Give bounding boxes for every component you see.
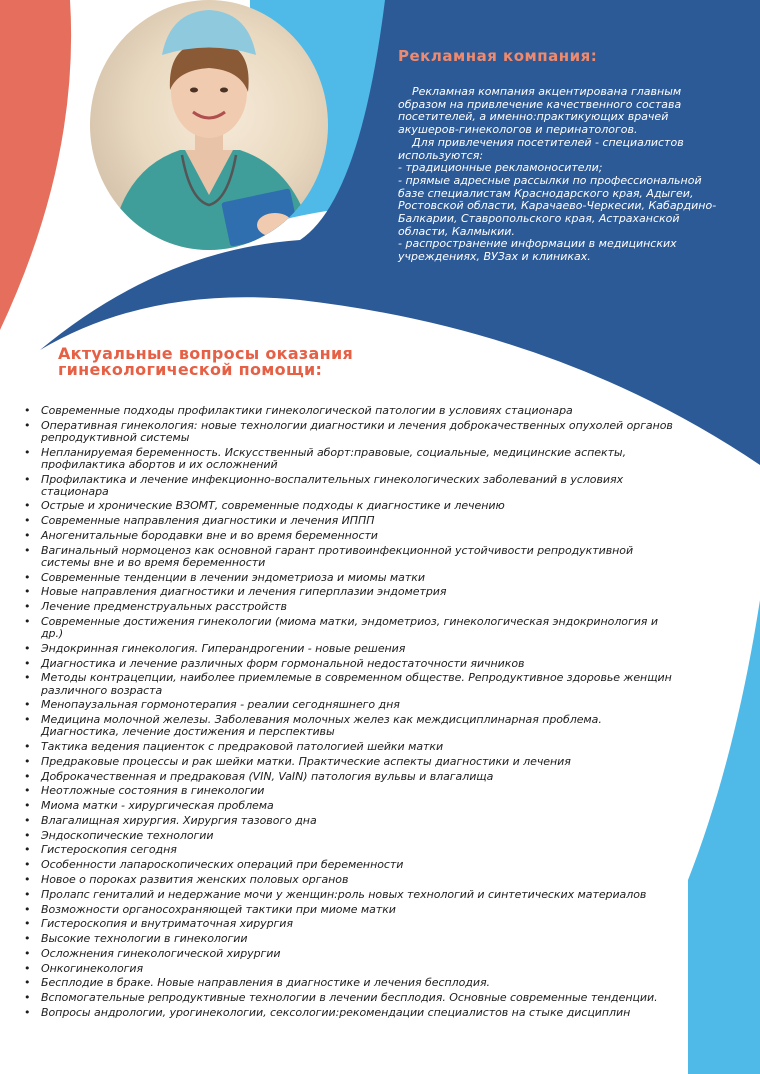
ad-campaign-title: Рекламная компания: bbox=[398, 47, 598, 65]
ad-paragraph: Для привлечения посетителей - специалистов используются: bbox=[398, 135, 688, 162]
list-item: • Новое о пороках развития женских половых органов bbox=[24, 874, 674, 886]
list-item: • Гистероскопия и внутриматочная хирургия bbox=[24, 918, 674, 930]
list-item: • Гистероскопия сегодня bbox=[24, 844, 674, 856]
list-item: • Непланируемая беременность. Искусственный аборт:правовые, социальные, медицинские аспекты, профилактика абортов и их осложнений bbox=[24, 447, 674, 471]
ad-paragraph: - традиционные рекламоносители; bbox=[398, 161, 603, 175]
list-item: • Тактика ведения пациенток с предраковой патологией шейки матки bbox=[24, 741, 674, 753]
list-item: • Влагалищная хирургия. Хирургия тазового дна bbox=[24, 815, 674, 827]
list-item: • Возможности органосохраняющей тактики при миоме матки bbox=[24, 904, 674, 916]
list-item: • Эндоскопические технологии bbox=[24, 830, 674, 842]
list-item: • Профилактика и лечение инфекционно-воспалительных гинекологических заболеваний в условиях стационара bbox=[24, 474, 674, 498]
list-item: • Острые и хронические ВЗОМТ, современные подходы к диагностике и лечению bbox=[24, 500, 674, 512]
list-item: • Медицина молочной железы. Заболевания молочных желез как междисциплинарная проблема. Диагностика, лечение достижения и перспективы bbox=[24, 714, 674, 738]
list-item: • Методы контрацепции, наиболее приемлемые в современном обществе. Репродуктивное здоровье женщин различного возраста bbox=[24, 672, 674, 696]
ad-paragraph: - распространение информации в медицинских учреждениях, ВУЗах и клиниках. bbox=[398, 237, 681, 264]
list-item: • Менопаузальная гормонотерапия - реалии сегодняшнего дня bbox=[24, 699, 674, 711]
coral-band bbox=[0, 0, 71, 330]
list-item: • Миома матки - хирургическая проблема bbox=[24, 800, 674, 812]
issues-title: Актуальные вопросы оказания гинекологической помощи: bbox=[58, 344, 354, 379]
list-item: • Доброкачественная и предраковая (VIN, VaIN) патология вульвы и влагалища bbox=[24, 771, 674, 783]
issues-list bbox=[24, 405, 674, 1022]
list-item: • Особенности лапароскопических операций при беременности bbox=[24, 859, 674, 871]
ad-paragraph: - прямые адресные рассылки по профессиональной базе специалистам Краснодарского края, Адыгеи, Ростовской области, Карачаево-Черкесии, Кабардино-Балкарии, Ставропольского края, Астраханской области, Калмыкии. bbox=[398, 173, 717, 238]
list-item: • Лечение предменструальных расстройств bbox=[24, 601, 674, 613]
nurse-illustration bbox=[90, 0, 328, 250]
list-item: • Вопросы андрологии, урогинекологии, сексологии:рекомендации специалистов на стыке дисциплин bbox=[24, 1007, 674, 1019]
nurse-photo bbox=[90, 0, 328, 250]
list-item: • Высокие технологии в гинекологии bbox=[24, 933, 674, 945]
list-item: • Предраковые процессы и рак шейки матки. Практические аспекты диагностики и лечения bbox=[24, 756, 674, 768]
list-item: • Аногенитальные бородавки вне и во время беременности bbox=[24, 530, 674, 542]
list-item: • Бесплодие в браке. Новые направления в диагностике и лечения бесплодия. bbox=[24, 977, 674, 989]
list-item: • Эндокринная гинекология. Гиперандрогении - новые решения bbox=[24, 643, 674, 655]
list-item: • Онкогинекология bbox=[24, 963, 674, 975]
list-item: • Современные подходы профилактики гинекологической патологии в условиях стационара bbox=[24, 405, 674, 417]
sky-accent-bottom bbox=[688, 600, 760, 1074]
list-item: • Диагностика и лечение различных форм гормональной недостаточности яичников bbox=[24, 658, 674, 670]
list-item: • Новые направления диагностики и лечения гиперплазии эндометрия bbox=[24, 586, 674, 598]
list-item: • Пролапс гениталий и недержание мочи у женщин:роль новых технологий и синтетических материалов bbox=[24, 889, 674, 901]
list-item: • Оперативная гинекология: новые технологии диагностики и лечения доброкачественных опухолей органов репродуктивной системы bbox=[24, 420, 674, 444]
list-item: • Современные тенденции в лечении эндометриоза и миомы матки bbox=[24, 572, 674, 584]
list-item: • Неотложные состояния в гинекологии bbox=[24, 785, 674, 797]
list-item: • Вспомогательные репродуктивные технологии в лечении бесплодия. Основные современные тенденции. bbox=[24, 992, 674, 1004]
list-item: • Вагинальный нормоценоз как основной гарант противоинфекционной устойчивости репродуктивной системы вне и во время беременности bbox=[24, 545, 674, 569]
list-item: • Осложнения гинекологической хирургии bbox=[24, 948, 674, 960]
ad-paragraph: Рекламная компания акцентирована главным образом на привлечение качественного состава посетителей, а именно:практикующих врачей акушеров-гинекологов и перинатологов. bbox=[398, 85, 685, 137]
list-item: • Современные направления диагностики и лечения ИППП bbox=[24, 515, 674, 527]
ad-campaign-text bbox=[398, 86, 728, 264]
list-item: • Современные достижения гинекологии (миома матки, эндометриоз, гинекологическая эндокринология и др.) bbox=[24, 616, 674, 640]
